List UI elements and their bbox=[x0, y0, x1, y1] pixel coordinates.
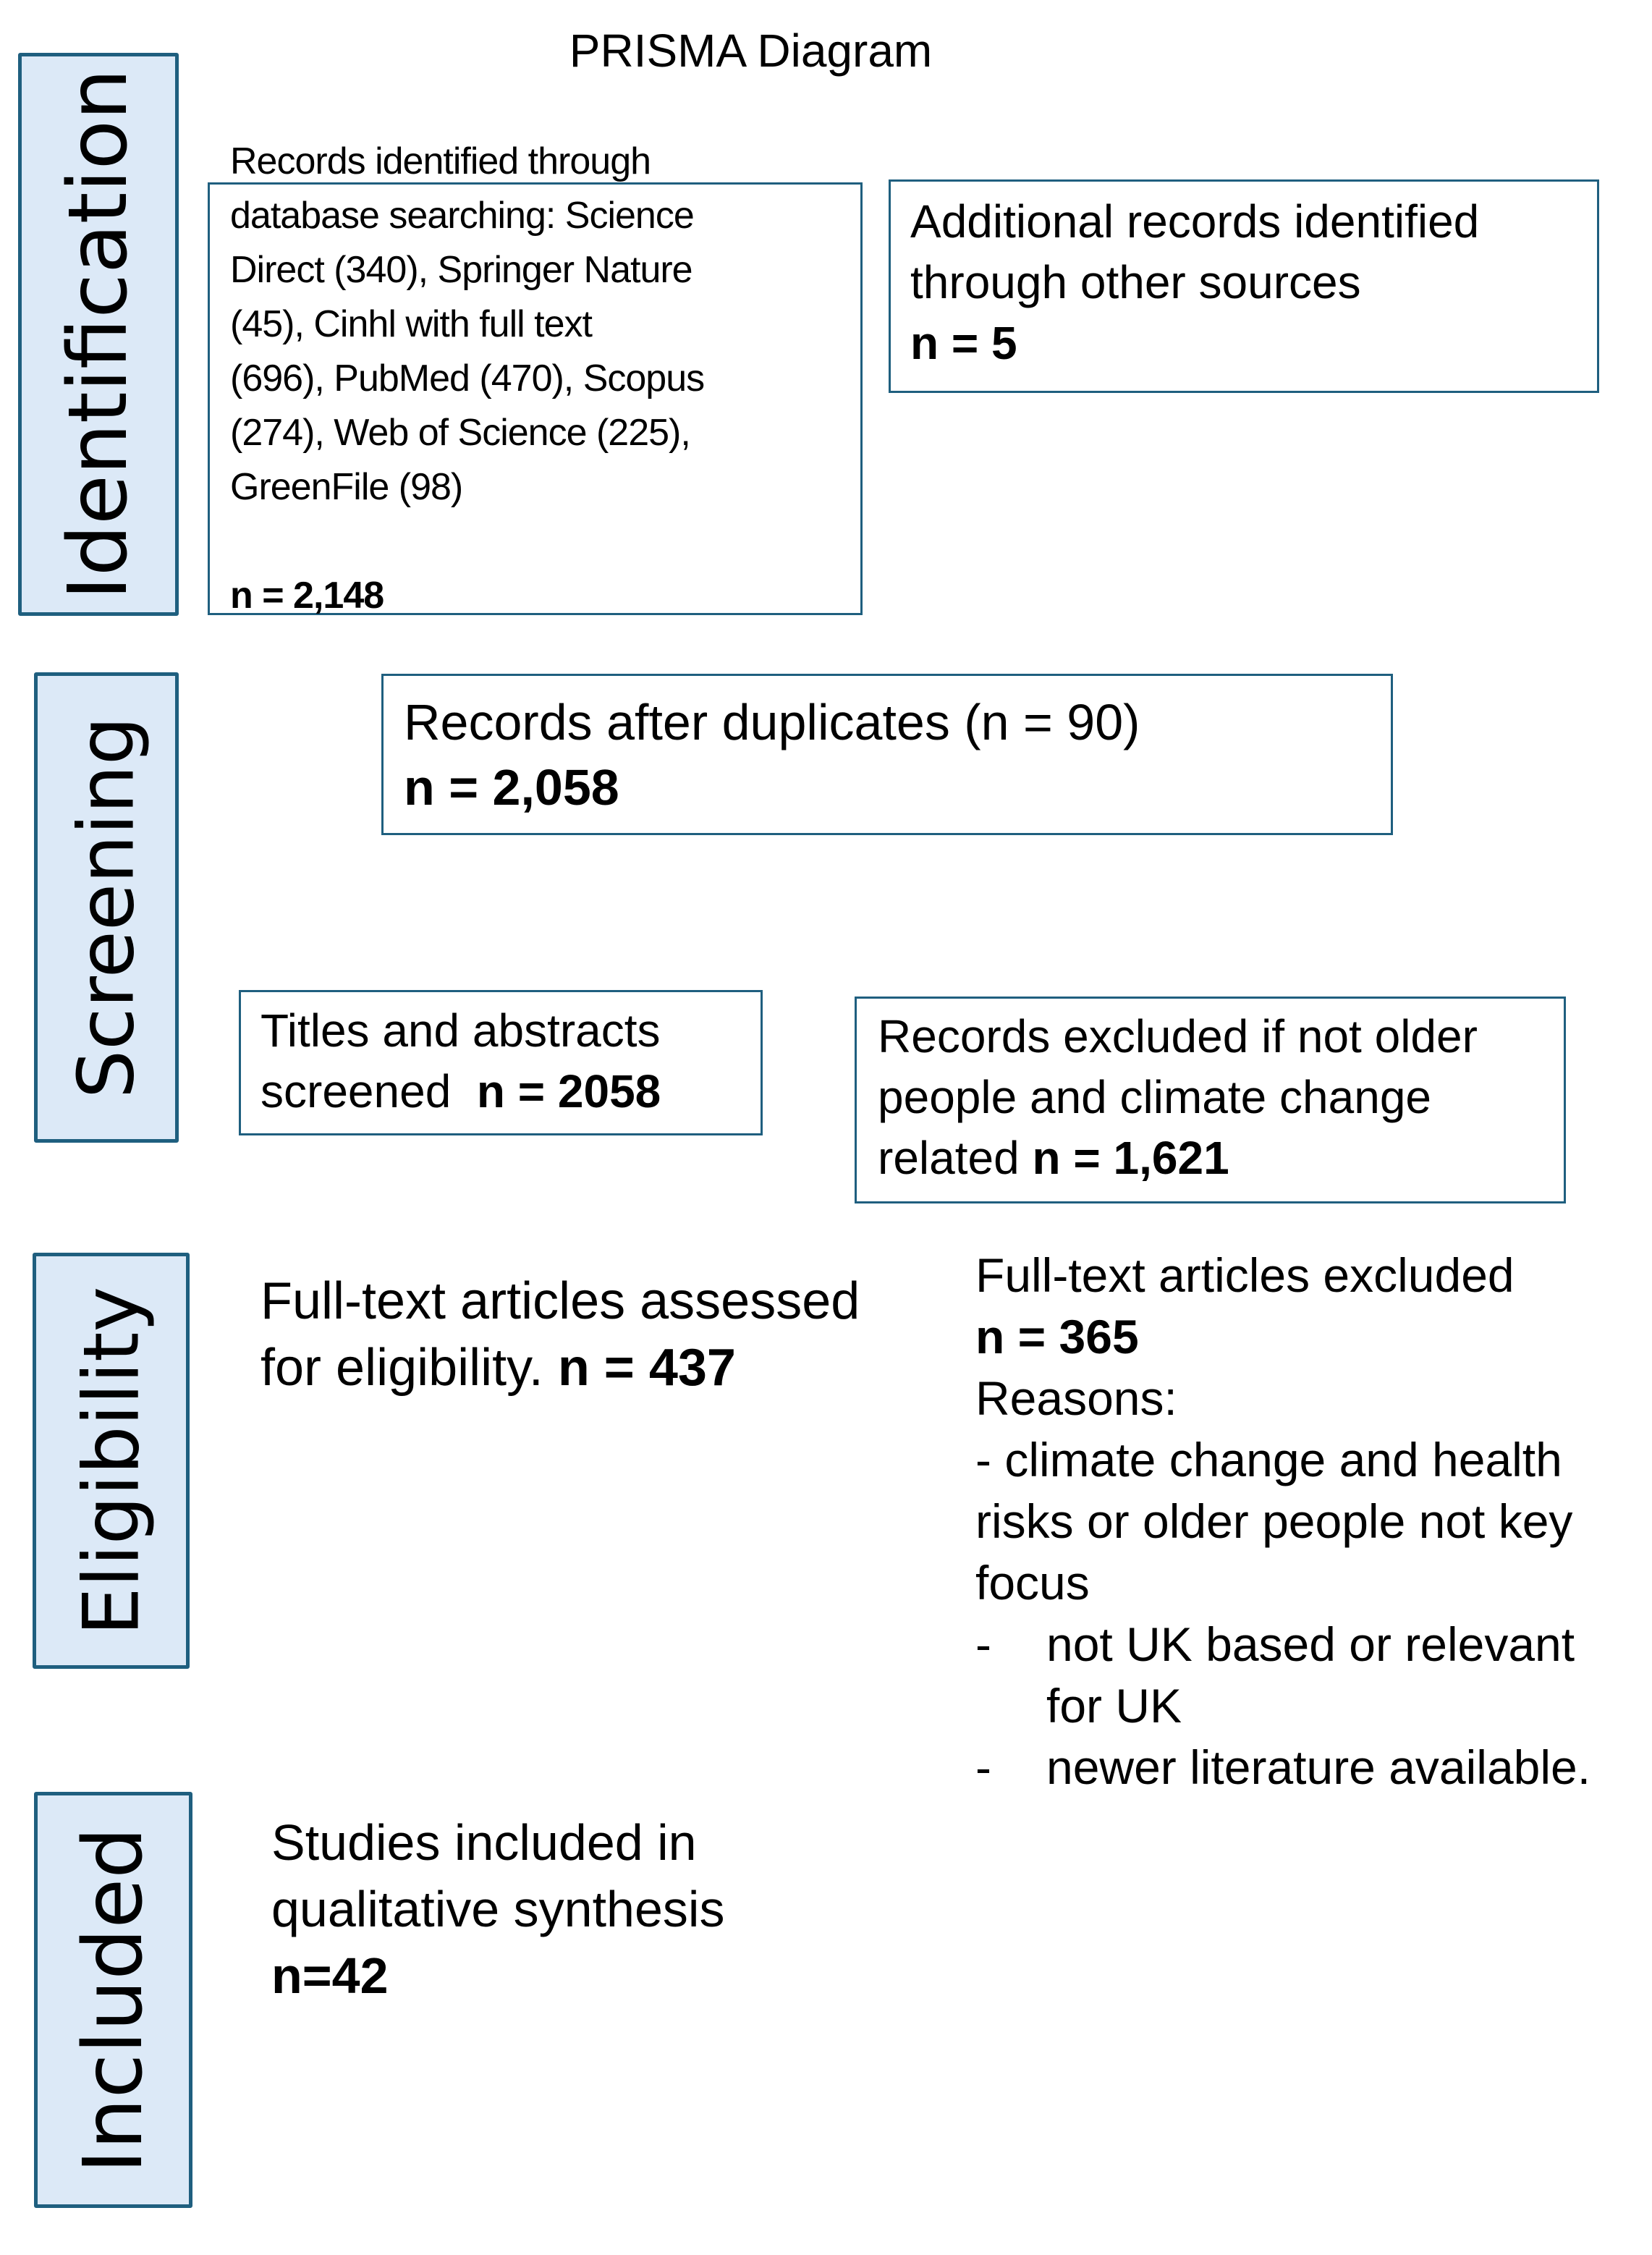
database-line: (696), PubMed (470), Scopus bbox=[230, 358, 705, 399]
fulltext-excluded-count: n = 365 bbox=[975, 1310, 1139, 1363]
stage-identification-label: Identification bbox=[51, 68, 145, 601]
database-line: Records identified through bbox=[230, 140, 651, 182]
fulltext-assessed-line: for eligibility. bbox=[260, 1339, 558, 1397]
reason-2-line: for UK bbox=[1046, 1679, 1182, 1732]
records-excluded-count: n = 1,621 bbox=[1032, 1132, 1229, 1184]
other-sources-line: through other sources bbox=[910, 256, 1361, 308]
database-line: database searching: Science bbox=[230, 195, 694, 237]
reason-1-line: risks or older people not key bbox=[975, 1494, 1573, 1548]
other-sources-line: Additional records identified bbox=[910, 195, 1480, 248]
reason-3-line: newer literature available. bbox=[1046, 1740, 1591, 1794]
studies-included-count: n=42 bbox=[271, 1947, 389, 2004]
reason-2-line: not UK based or relevant bbox=[1046, 1617, 1575, 1671]
other-sources-count: n = 5 bbox=[910, 317, 1017, 369]
database-count: n = 2,148 bbox=[230, 575, 384, 617]
fulltext-assessed-line: Full-text articles assessed bbox=[260, 1272, 860, 1330]
stage-included bbox=[34, 1792, 192, 2208]
screened-line: screened bbox=[260, 1065, 477, 1117]
stage-screening bbox=[34, 672, 179, 1143]
reason-2 bbox=[975, 1614, 1641, 1737]
reasons-label: Reasons: bbox=[975, 1371, 1177, 1425]
bullet-dash: - bbox=[975, 1740, 991, 1794]
database-line: (45), Cinhl with full text bbox=[230, 303, 592, 345]
records-excluded-line: Records excluded if not older bbox=[878, 1010, 1478, 1062]
stage-eligibility-label: Eligibility bbox=[67, 1286, 156, 1636]
screened-count: n = 2058 bbox=[476, 1065, 661, 1117]
stage-identification bbox=[18, 53, 179, 616]
fulltext-excluded-text bbox=[975, 1245, 1641, 1798]
records-excluded-line: people and climate change bbox=[878, 1071, 1431, 1123]
duplicates-text bbox=[404, 690, 1381, 820]
studies-included-line: Studies included in bbox=[271, 1814, 697, 1871]
fulltext-assessed-text bbox=[260, 1268, 926, 1401]
records-excluded-text bbox=[878, 1006, 1558, 1188]
records-excluded-line: related bbox=[878, 1132, 1033, 1184]
fulltext-excluded-line: Full-text articles excluded bbox=[975, 1248, 1515, 1302]
database-line: (274), Web of Science (225), bbox=[230, 412, 690, 454]
studies-included-line: qualitative synthesis bbox=[271, 1881, 725, 1937]
stage-screening-label: Screening bbox=[62, 716, 151, 1099]
other-sources-text bbox=[910, 191, 1590, 373]
duplicates-line: Records after duplicates (n = 90) bbox=[404, 694, 1140, 750]
diagram-title: PRISMA Diagram bbox=[569, 25, 933, 77]
reason-1-line: - climate change and health bbox=[975, 1433, 1562, 1486]
reason-3 bbox=[975, 1737, 1641, 1798]
studies-included-text bbox=[271, 1809, 923, 2009]
screened-text bbox=[260, 1000, 760, 1122]
database-line: Direct (340), Springer Nature bbox=[230, 249, 692, 291]
duplicates-count: n = 2,058 bbox=[404, 759, 619, 816]
database-records-text bbox=[230, 135, 867, 623]
fulltext-assessed-count: n = 437 bbox=[557, 1339, 736, 1397]
bullet-dash: - bbox=[975, 1617, 991, 1671]
reason-1-line: focus bbox=[975, 1556, 1090, 1609]
database-line: GreenFile (98) bbox=[230, 466, 463, 508]
stage-included-label: Included bbox=[66, 1827, 161, 2173]
stage-eligibility bbox=[33, 1253, 190, 1669]
screened-line: Titles and abstracts bbox=[260, 1004, 661, 1057]
